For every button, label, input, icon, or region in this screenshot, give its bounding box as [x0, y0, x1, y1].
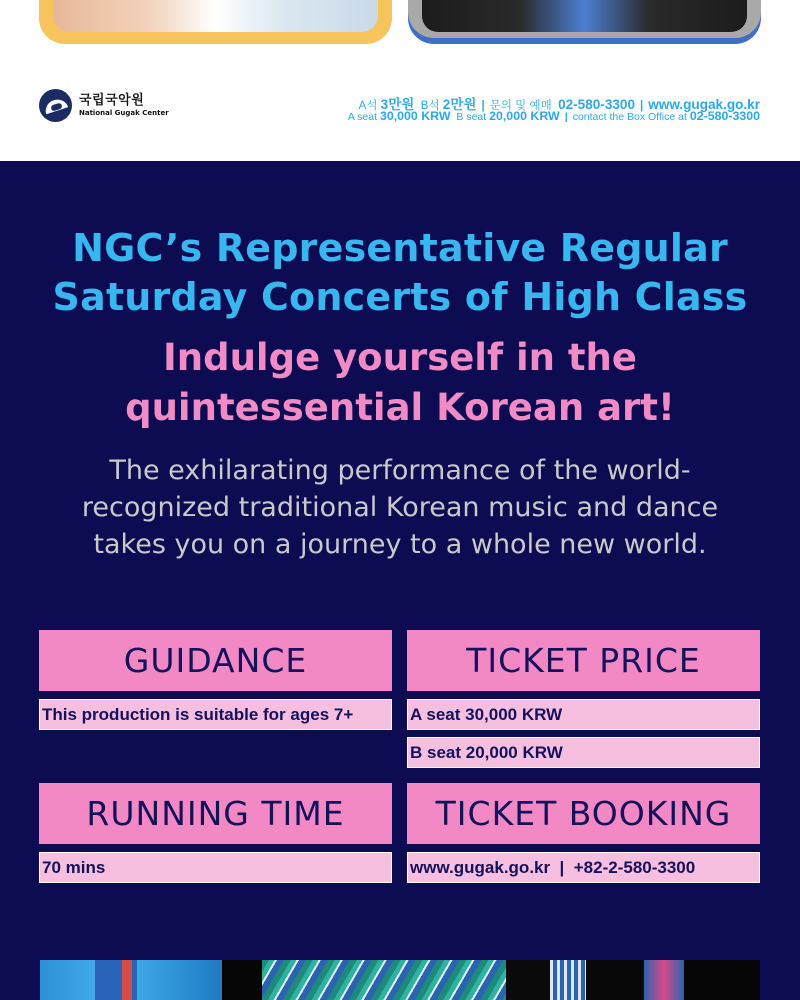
decorative-art-strip: [40, 960, 760, 1000]
website-link[interactable]: www.gugak.go.kr: [648, 97, 760, 112]
en-contact-label: contact the Box Office at: [572, 111, 687, 123]
photo-left-image: [53, 0, 378, 32]
art-panel: [222, 960, 262, 1000]
description-line-1: The exhilarating performance of the world-: [109, 455, 691, 486]
logo-text: [79, 94, 169, 117]
headline-line-2: Saturday Concerts of High Class: [52, 275, 748, 319]
description-line-3: takes you on a journey to a whole new world.: [93, 529, 707, 560]
art-panel: [550, 960, 586, 1000]
performer-photo-left: [39, 0, 392, 44]
running-time-title: RUNNING TIME: [39, 783, 392, 844]
description: [40, 452, 760, 563]
performer-photo-right: [408, 0, 761, 44]
ko-seat-b-price: 2만원: [442, 97, 477, 112]
en-seat-b-label: B seat: [456, 111, 487, 123]
en-box-office-phone[interactable]: 02-580-3300: [689, 109, 760, 123]
headline: [0, 224, 800, 322]
photo-right-image: [422, 0, 747, 32]
headline-line-1: NGC’s Representative Regular: [72, 226, 728, 270]
en-seat-b-price: 20,000 KRW: [489, 109, 560, 123]
separator: |: [640, 100, 644, 112]
guidance-text: This production is suitable for ages 7+: [39, 699, 392, 730]
separator: |: [564, 111, 568, 123]
art-panel: [586, 960, 644, 1000]
subheadline-line-1: Indulge yourself in the: [162, 336, 637, 379]
ticket-price-title: TICKET PRICE: [407, 630, 760, 691]
separator: |: [481, 100, 485, 112]
art-panel: [122, 960, 132, 1000]
ticket-booking-title: TICKET BOOKING: [407, 783, 760, 844]
ko-seat-a-price: 3만원: [380, 97, 415, 112]
art-panel: [684, 960, 760, 1000]
en-seat-a-label: A seat: [347, 111, 378, 123]
ko-seat-a-label: A석: [358, 100, 378, 112]
art-panel: [506, 960, 550, 1000]
art-panel: [644, 960, 684, 1000]
logo-korean-name: 국립국악원: [79, 93, 145, 108]
box-office-phone[interactable]: 02-580-3300: [558, 97, 635, 112]
ngc-emblem-icon: [39, 89, 72, 122]
logo-english-name: National Gugak Center: [79, 109, 169, 117]
art-panel: [262, 960, 506, 1000]
ko-inquiry-label: 문의 및 예매: [489, 100, 552, 112]
subheadline-line-2: quintessential Korean art!: [125, 386, 675, 429]
ko-seat-b-label: B석: [420, 100, 440, 112]
ticket-price-seat-a: A seat 30,000 KRW: [407, 699, 760, 730]
ticket-price-seat-b: B seat 20,000 KRW: [407, 737, 760, 768]
en-seat-a-price: 30,000 KRW: [379, 109, 451, 123]
info-line-english: [348, 109, 760, 123]
ngc-logo[interactable]: [39, 89, 169, 122]
ticket-booking-text[interactable]: www.gugak.go.kr | +82-2-580-3300: [407, 852, 760, 883]
top-banner: [0, 0, 800, 161]
description-line-2: recognized traditional Korean music and dance: [81, 492, 719, 523]
running-time-text: 70 mins: [39, 852, 392, 883]
subheadline: [0, 333, 800, 433]
guidance-title: GUIDANCE: [39, 630, 392, 691]
